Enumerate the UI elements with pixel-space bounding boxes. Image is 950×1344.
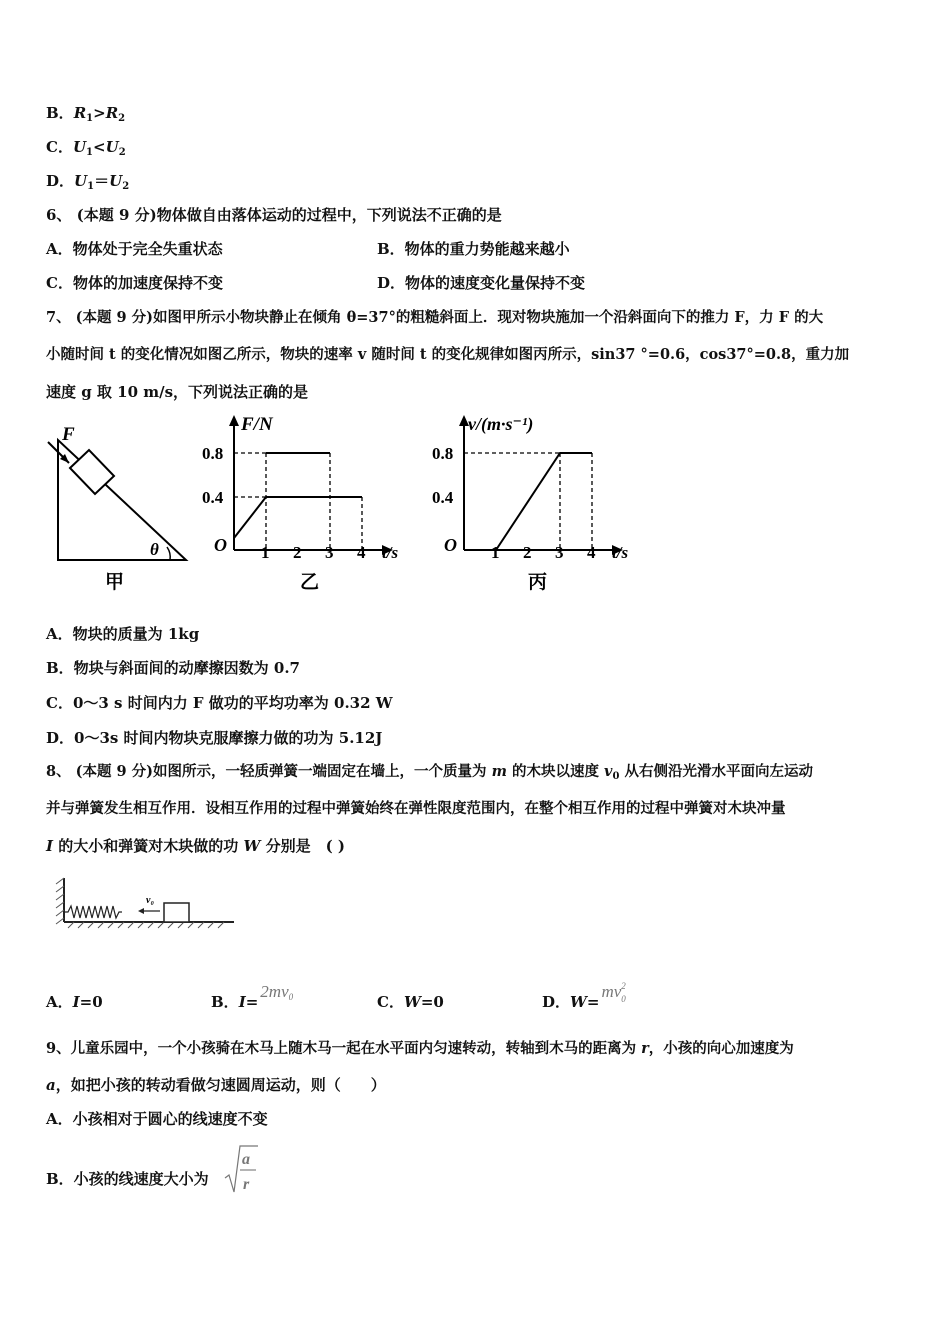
incline-triangle — [58, 440, 186, 560]
q7-option-a: A．物块的质量为 1kg — [46, 625, 200, 643]
q6-option-d: D．物体的速度变化量保持不变 — [377, 274, 586, 292]
figure-bing-velocity-graph — [426, 410, 646, 596]
q7-stem-line3: 速度 g 取 10 m/s，下列说法正确的是 — [46, 383, 309, 401]
angle-label: θ — [150, 540, 159, 559]
spring — [64, 906, 122, 918]
q9-option-a: A．小孩相对于圆心的线速度不变 — [46, 1110, 268, 1128]
xtick-2: 2 — [523, 543, 532, 562]
q7-option-b: B．物块与斜面间的动摩擦因数为 0.7 — [46, 659, 300, 677]
q7-stem-line1: 7、 (本题 9 分)如图甲所示小物块静止在倾角 θ=37°的粗糙斜面上．现对物块施加一个沿斜面向下的推力 F，力 F 的大 — [46, 309, 824, 326]
q8-stem-line1: 8、 (本题 9 分)如图所示，一轻质弹簧一端固定在墙上，一个质量为 m 的木块以速度 $v_0$ 从右侧沿光滑水平面向左运动 — [46, 763, 814, 782]
sqrt-denominator: r — [243, 1176, 250, 1193]
y-axis-label: v/(m·s⁻¹) — [468, 414, 534, 434]
q9-stem-line2: a，如把小孩的转动看做匀速圆周运动，则（ ） — [46, 1076, 386, 1094]
q8-option-c: C．W=0 — [377, 993, 444, 1011]
y-axis-label: F/N — [241, 414, 273, 435]
caption-jia: 甲 — [105, 572, 125, 593]
figure-jia-incline — [40, 418, 195, 596]
q8-stem-line3: I 的大小和弹簧对木块做的功 W 分别是 ( ) — [46, 837, 345, 855]
q6-option-a: A．物体处于完全失重状态 — [46, 240, 223, 258]
x-axis-label: t/s — [382, 543, 399, 562]
x-axis-label: t/s — [612, 543, 629, 562]
origin-label: O — [444, 535, 457, 555]
figure-spring-block — [52, 870, 242, 942]
xtick-4: 4 — [357, 543, 366, 562]
q8-stem-line2: 并与弹簧发生相互作用．设相互作用的过程中弹簧始终在弹性限度范围内，在整个相互作用的过程中弹簧对木块冲量 — [46, 800, 786, 817]
q5-option-c: C．$U_1<U_2$ — [46, 138, 126, 158]
figure-yi-force-graph — [196, 410, 416, 596]
xtick-4: 4 — [587, 543, 596, 562]
q8-option-a: A．I=0 — [46, 993, 103, 1011]
q8-option-d: D．W=mv 2 0 — [542, 981, 626, 1011]
origin-label: O — [214, 535, 227, 555]
ytick-0.4: 0.4 — [432, 488, 454, 507]
sqrt-numerator: a — [242, 1151, 250, 1168]
xtick-1: 1 — [261, 543, 270, 562]
q9-stem-line1: 9、儿童乐园中，一个小孩骑在木马上随木马一起在水平面内匀速转动，转轴到木马的距离为 r，小孩的向心加速度为 — [46, 1040, 794, 1057]
ytick-0.8: 0.8 — [432, 444, 454, 463]
q6-stem: 6、 (本题 9 分)物体做自由落体运动的过程中，下列说法不正确的是 — [46, 206, 502, 224]
force-curve — [234, 453, 362, 550]
caption-yi: 乙 — [300, 572, 320, 593]
caption-bing: 丙 — [528, 572, 548, 593]
q8-option-b: B．$I=2mv_0$ — [211, 982, 294, 1011]
q5-option-d: D．$U_1=U_2$ — [46, 172, 130, 192]
q7-option-c: C．0～3 s 时间内力 F 做功的平均功率为 0.32 W — [46, 694, 393, 712]
q7-stem-line2: 小随时间 t 的变化情况如图乙所示，物块的速率 v 随时间 t 的变化规律如图丙所示，sin37 °=0.6，cos37°=0.8，重力加 — [46, 346, 850, 363]
q6-option-c: C．物体的加速度保持不变 — [46, 274, 223, 292]
xtick-3: 3 — [555, 543, 564, 562]
xtick-3: 3 — [325, 543, 334, 562]
q5-option-b: B．$R_1>R_2$ — [46, 104, 126, 124]
ytick-0.4: 0.4 — [202, 488, 224, 507]
force-label: F — [62, 424, 75, 445]
q9-option-b-formula — [222, 1142, 262, 1198]
xtick-1: 1 — [491, 543, 500, 562]
xtick-2: 2 — [293, 543, 302, 562]
v0-label: v₀ — [146, 895, 154, 906]
ytick-0.8: 0.8 — [202, 444, 224, 463]
wood-block — [164, 903, 189, 922]
q7-option-d: D．0～3s 时间内物块克服摩擦力做的功为 5.12J — [46, 729, 383, 747]
q9-option-b: B．小孩的线速度大小为 — [46, 1170, 209, 1188]
velocity-curve — [464, 453, 592, 550]
q6-option-b: B．物体的重力势能越来越小 — [377, 240, 570, 258]
